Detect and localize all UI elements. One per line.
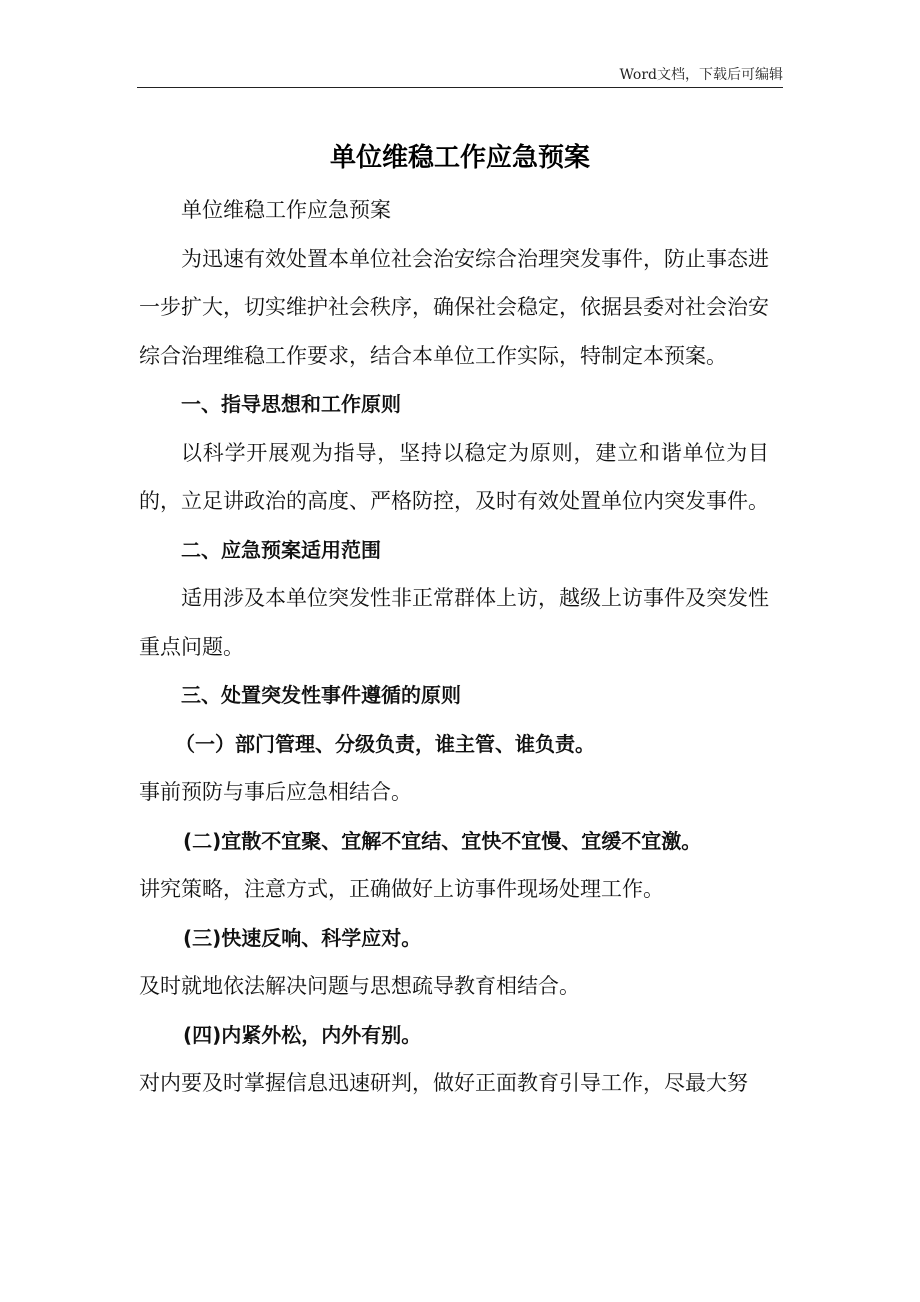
document-body xyxy=(139,186,769,1108)
section-heading-1: 一、指导思想和工作原则 xyxy=(181,392,401,416)
paragraph-sub-1: 事前预防与事后应急相结合。 xyxy=(139,780,412,804)
paragraph-section-1: 以科学开展观为指导，坚持以稳定为原则，建立和谐单位为目的，立足讲政治的高度、严格防控，及时有效处置单位内突发事件。 xyxy=(139,440,769,513)
header-divider xyxy=(137,87,783,88)
paragraph-sub-2: 讲究策略，注意方式，正确做好上访事件现场处理工作。 xyxy=(139,877,664,901)
subheading-4: (四)内紧外松，内外有别。 xyxy=(183,1022,422,1047)
header-note: Word文档，下载后可编辑 xyxy=(619,67,783,83)
subheading-3: (三)快速反响、科学应对。 xyxy=(183,925,422,950)
paragraph-sub-3: 及时就地依法解决问题与思想疏导教育相结合。 xyxy=(139,974,580,998)
paragraph-sub-4: 对内要及时掌握信息迅速研判，做好正面教育引导工作，尽最大努 xyxy=(139,1071,748,1095)
paragraph-section-2: 适用涉及本单位突发性非正常群体上访，越级上访事件及突发性重点问题。 xyxy=(139,586,769,659)
subheading-2: (二)宜散不宜聚、宜解不宜结、宜快不宜慢、宜缓不宜激。 xyxy=(183,828,702,853)
subheading-1: （一）部门管理、分级负责，谁主管、谁负责。 xyxy=(175,731,595,756)
section-heading-3: 三、处置突发性事件遵循的原则 xyxy=(181,683,461,707)
document-title: 单位维稳工作应急预案 xyxy=(329,143,590,173)
section-heading-2: 二、应急预案适用范围 xyxy=(181,537,381,562)
paragraph-intro: 为迅速有效处置本单位社会治安综合治理突发事件，防止事态进一步扩大，切实维护社会秩序，确保社会稳定，依据县委对社会治安综合治理维稳工作要求，结合本单位工作实际，特制定本预案。 xyxy=(139,246,769,368)
paragraph-subtitle: 单位维稳工作应急预案 xyxy=(181,198,391,222)
